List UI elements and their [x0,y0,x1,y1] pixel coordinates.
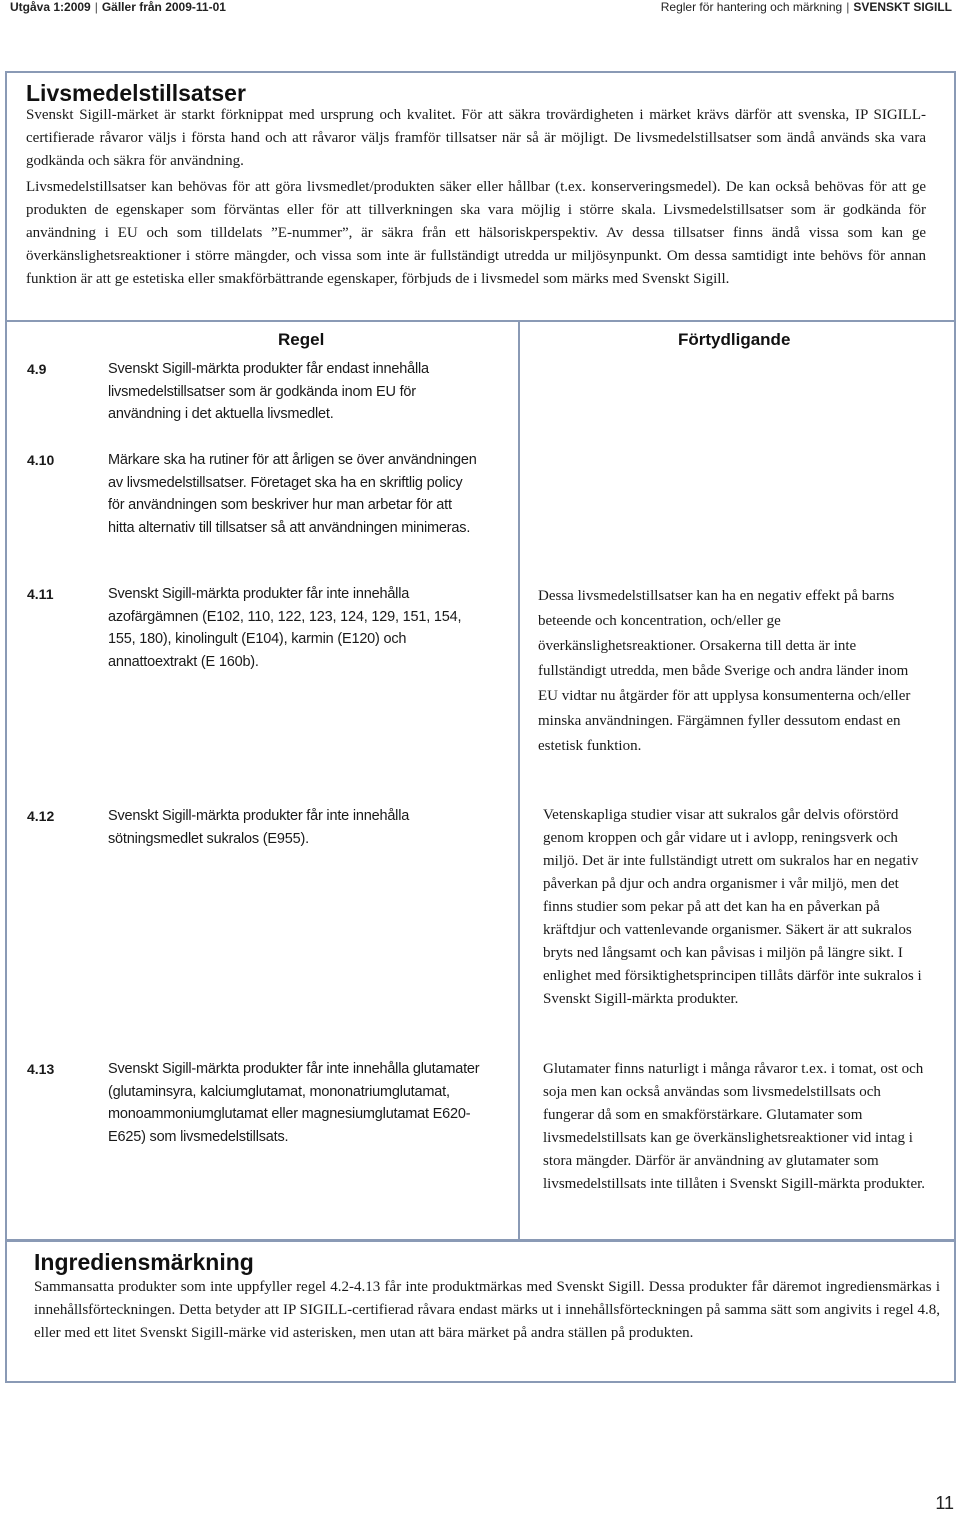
clarification-text: Vetenskapliga studier visar att sukralos går delvis oförstörd genom kroppen och går vidare ut i avlopp, reningsverk och miljö. Det är inte fullständigt utrett om sukralos har en negativ påverkan på djur och andra organismer i vår miljö, men det finns studier som pekar på att det kan ha en påverkan på kräftdjur och vattenlevande organismer. Säkert är att sukralos bryts ned långsamt och kan påvisas i miljön på längre sikt. I enlighet med försiktighetsprincipen tillåts därför inte sukralos i Svenskt Sigill-märkta produkter. [543,807,922,1007]
valid-from: Gäller från 2009-11-01 [101,0,226,14]
header-right: Regler för hantering och märkning | SVENSKT SIGILL [660,0,952,14]
intro-paragraph-2: Livsmedelstillsatser kan behövas för att göra livsmedlet/produkten säker eller hållbar (t.ex. konserveringsmedel). De kan också behövas för att ge produkten de egenskaper som förväntas eller för att tillverkningen ska vara möjlig i större skala. Livsmedelstillsatser som är godkända för användning i EU och som tilldelats ”E-nummer”, är säkra från ett hälsoriskperspektiv. Av dessa tillsatser finns ändå vissa som kan ge överkänslighetsreaktioner i större mängder, och vissa som inte är fullständigt utredda ur miljösynpunkt. Om dessa samtidigt inte behövs för annan funktion är att ge estetiska eller smakförbättrande egenskaper, förbjuds de i livsmedel som märks med Svenskt Sigill. [26,179,926,287]
rule-number: 4.11 [27,586,54,602]
clarification-text: Glutamater finns naturligt i många råvaror t.ex. i tomat, ost och soja men kan också användas som livsmedelstillsats och fungerar då som en smakförstärkare. Glutamater som livsmedelstillsats kan ge överkänslighetsreaktioner vid intag i stora mängder. Därför är användning av glutamater som livsmedelstillsats inte tillåten i Svenskt Sigill-märkta produkter. [543,1061,926,1192]
col-head-rule: Regel [278,330,325,349]
page-number: 11 [935,1493,954,1513]
rule-text: Svenskt Sigill-märkta produkter får inte innehålla azofärgämnen (E102, 110, 122, 123, 124, 129, 151, 154, 155, 180), kinolingult (E104), karmin (E120) och annattoextrakt (E 160b). [108,586,462,670]
ingredients-title: Ingrediensmärkning [34,1249,254,1275]
clarification-text: Dessa livsmedelstillsatser kan ha en negativ effekt på barns beteende och koncentration, och/eller ge överkänslighetsreaktioner. Orsakerna till detta är inte fullständigt utredda, men både Sverige och andra länder inom EU vidtar nu åtgärder för att upplysa konsumenterna och/eller minska användningen. Färgämnen fyller dessutom endast en estetisk funktion. [538,588,911,754]
header-left: Utgåva 1:2009 | Gäller från 2009-11-01 [10,0,226,14]
col-head-clarification: Förtydligande [678,330,791,349]
edition: Utgåva 1:2009 [10,0,91,14]
rule-number: 4.10 [27,452,55,468]
brand: SVENSKT SIGILL [853,0,952,14]
ingredients-paragraph: Sammansatta produkter som inte uppfyller regel 4.2-4.13 får inte produktmärkas med Svenskt Sigill. Dessa produkter får däremot ingrediensmärkas i innehållsförteckningen. Detta betyder att IP SIGILL-certifierad råvara endast märks ut i innehållsförteckningen på samma sätt som angivits i regel 4.8, eller med ett litet Svenskt Sigill-märke vid asterisken, men utan att bära märket på andra ställen på produkten. [34,1279,940,1341]
rule-text: Svenskt Sigill-märkta produkter får endast innehålla livsmedelstillsatser som är godkända inom EU för användning i det aktuella livsmedlet. [108,361,429,422]
rule-number: 4.9 [27,361,47,377]
rule-number: 4.13 [27,1061,55,1077]
column-divider [518,322,520,1239]
rule-number: 4.12 [27,808,55,824]
rule-text: Märkare ska ha rutiner för att årligen se över användningen av livsmedelstillsatser. Företaget ska ha en skriftlig policy för användningen som beskriver hur man arbetar för att hitta alternativ till tillsatser så att användningen minimeras. [108,452,477,536]
intro-title: Livsmedelstillsatser [26,80,246,106]
rule-text: Svenskt Sigill-märkta produkter får inte innehålla sötningsmedlet sukralos (E955). [108,808,410,847]
intro-paragraph-1: Svenskt Sigill-märket är starkt förknippat med ursprung och kvalitet. För att säkra trovärdigheten i märket krävs därför att svenska, IP SIGILL-certifierade råvaror väljs i första hand och att råvaror väljs framför tillsatser när så är möjligt. De livsmedelstillsatser som ändå används ska vara godkända och säkra för användning. [26,107,926,169]
rule-text: Svenskt Sigill-märkta produkter får inte innehålla glutamater (glutaminsyra, kalciumglutamat, mononatriumglutamat, monoammoniumglutamat eller magnesiumglutamat E620-E625) som livsmedelstillsats. [108,1061,480,1145]
doc-title: Regler för hantering och märkning [660,0,843,14]
